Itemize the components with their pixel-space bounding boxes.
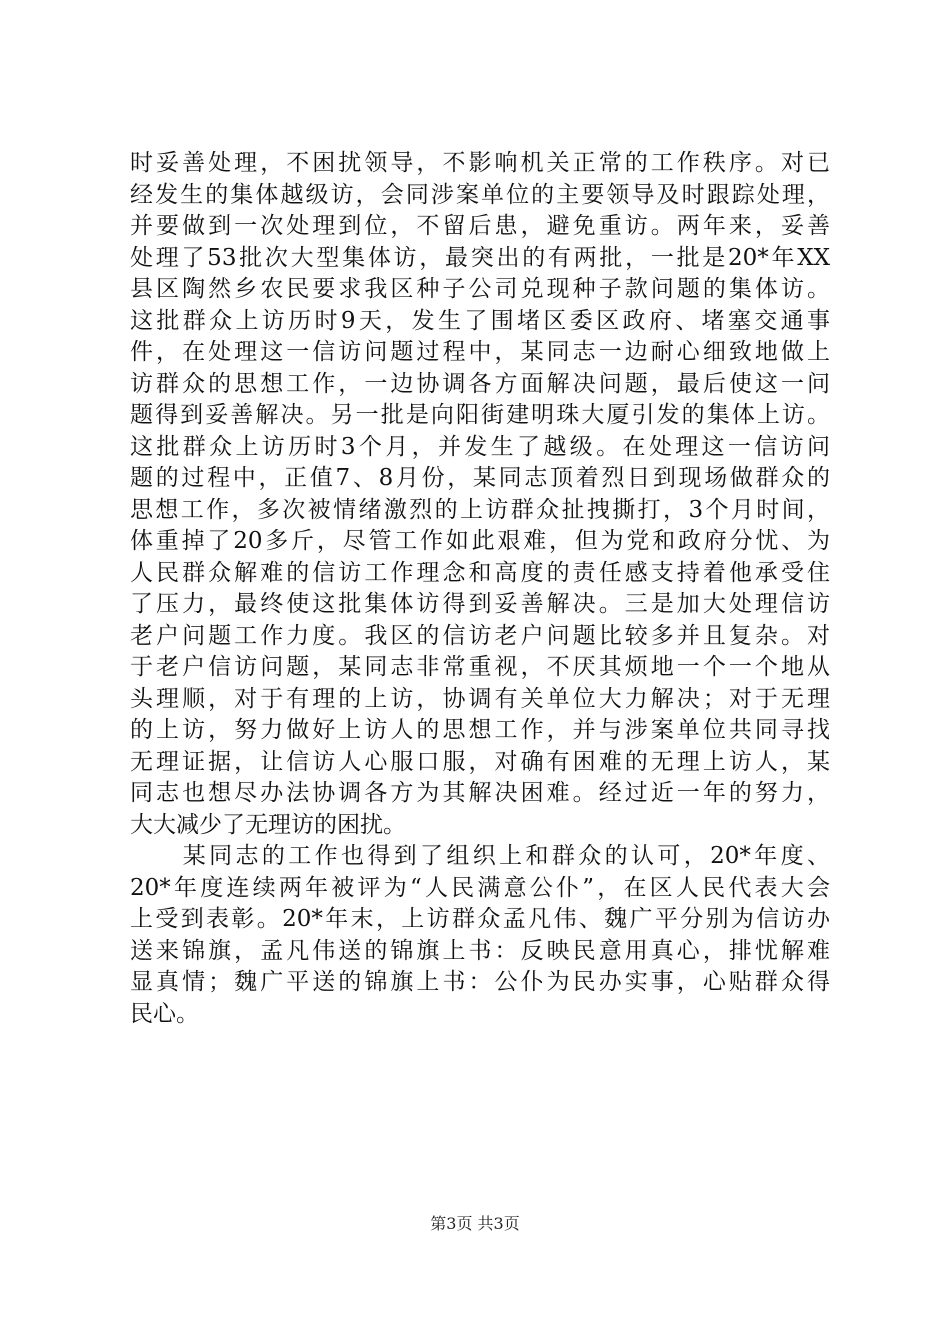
text-line: 上受到表彰。20*年末，上访群众孟凡伟、魏广平分别为信访办 <box>130 906 830 932</box>
text-line: 时妥善处理，不困扰领导，不影响机关正常的工作秩序。对已 <box>130 150 830 176</box>
text-line: 访群众的思想工作，一边协调各方面解决问题，最后使这一问 <box>130 370 830 397</box>
text-line: 送来锦旗，孟凡伟送的锦旗上书：反映民意用真心，排忧解难 <box>130 937 830 964</box>
text-line: 这批群众上访历时3个月，并发生了越级。在处理这一信访问 <box>130 433 830 460</box>
text-line: 大大减少了无理访的困扰。 <box>130 811 406 838</box>
text-line: 显真情；魏广平送的锦旗上书：公仆为民办实事，心贴群众得 <box>130 969 830 995</box>
text-line: 题得到妥善解决。另一批是向阳街建明珠大厦引发的集体上访。 <box>130 402 830 428</box>
text-line: 题的过程中，正值7、8月份，某同志顶着烈日到现场做群众的 <box>130 465 830 491</box>
text-line: 无理证据，让信访人心服口服，对确有困难的无理上访人，某 <box>130 748 830 775</box>
text-line: 这批群众上访历时9天，发生了围堵区委区政府、堵塞交通事 <box>130 307 830 334</box>
text-line: 人民群众解难的信访工作理念和高度的责任感支持着他承受住 <box>130 559 830 586</box>
body-text <box>130 148 830 1030</box>
text-line: 县区陶然乡农民要求我区种子公司兑现种子款问题的集体访。 <box>130 276 830 302</box>
text-line: 了压力，最终使这批集体访得到妥善解决。三是加大处理信访 <box>130 591 830 617</box>
text-line: 于老户信访问题，某同志非常重视，不厌其烦地一个一个地从 <box>130 654 830 680</box>
text-line: 并要做到一次处理到位，不留后患，避免重访。两年来，妥善 <box>130 213 830 239</box>
text-line: 老户问题工作力度。我区的信访老户问题比较多并且复杂。对 <box>130 622 830 649</box>
text-line: 头理顺，对于有理的上访，协调有关单位大力解决；对于无理 <box>130 685 830 712</box>
text-line: 体重掉了20多斤，尽管工作如此艰难，但为党和政府分忧、为 <box>130 528 830 554</box>
text-line: 思想工作，多次被情绪激烈的上访群众扯拽撕打，3个月时间， <box>130 496 830 523</box>
text-line: 处理了53批次大型集体访，最突出的有两批，一批是20*年XX <box>130 244 830 271</box>
page-footer: 第3页 共3页 <box>430 1214 520 1233</box>
text-line: 的上访，努力做好上访人的思想工作，并与涉案单位共同寻找 <box>130 717 830 743</box>
text-line: 某同志的工作也得到了组织上和群众的认可，20*年度、 <box>130 843 830 869</box>
text-line: 民心。 <box>130 1000 199 1027</box>
text-line: 20*年度连续两年被评为“人民满意公仆”，在区人民代表大会 <box>130 874 830 901</box>
text-line: 经发生的集体越级访，会同涉案单位的主要领导及时跟踪处理， <box>130 181 830 208</box>
text-line: 件，在处理这一信访问题过程中，某同志一边耐心细致地做上 <box>130 339 830 365</box>
text-line: 同志也想尽办法协调各方为其解决困难。经过近一年的努力， <box>130 780 830 806</box>
